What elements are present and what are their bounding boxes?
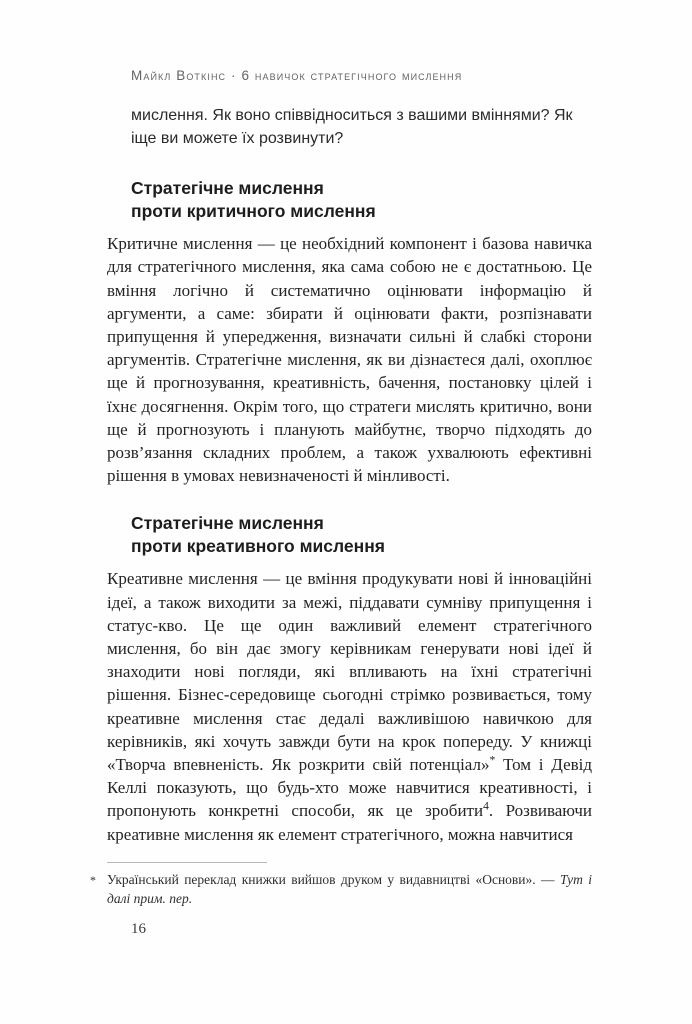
footnote-translator-note: Тут і далі прим. пер.	[107, 871, 593, 906]
heading-line-2: проти креативного мислення	[131, 536, 385, 557]
footnote-marker-superscript: *	[489, 753, 496, 767]
footnote-block	[90, 862, 593, 908]
page-number: 16	[131, 920, 146, 937]
section-heading-creative	[131, 512, 592, 558]
heading-line-1: Стратегічне мислення	[131, 513, 324, 534]
paragraph-text-part2: Том і Девід Келлі показують, що будь-хто може навчитися креативності, і пропонують конкретні способи, як це зробити	[107, 755, 593, 821]
running-header: Майкл Воткінс · 6 навичок стратегічного мислення	[131, 68, 463, 83]
heading-line-1: Стратегічне мислення	[131, 178, 324, 199]
footnote-divider	[107, 862, 267, 863]
heading-line-2: проти критичного мислення	[131, 201, 376, 222]
paragraph-text-part1: Креативне мислення — це вміння продукувати нові й інноваційні ідеї, а також виходити за межі, піддавати сумніву припущення і статус-кво. Це ще один важливий елемент стратегічного мислення, бо він дає змогу керівникам генерувати нові ідеї й знаходити нові погляди, які впливають на їхні стратегічні рішення. Бізнес-середовище сьогодні стрімко розвивається, тому креативне мислення стає дедалі важливішою навичкою для керівників, які хочуть завжди бути на крок попереду. У книжці «Творча впевненість. Як розкрити свій потенціал»	[107, 569, 592, 775]
footnote-text: Український переклад книжки вийшов друком у видавництві «Основи». —	[107, 871, 560, 887]
intro-paragraph: мислення. Як воно співвідноситься з вашими вміннями? Як іще ви можете їх розвинути?	[131, 107, 573, 148]
paragraph-creative-thinking	[107, 567, 592, 845]
paragraph-text-part3: . Розвиваючи креативне мислення як елемент стратегічного, можна навчитися	[107, 801, 592, 844]
section-heading-critical	[131, 177, 592, 223]
footnote	[90, 870, 593, 908]
endnote-marker-superscript: 4	[483, 799, 489, 813]
footnote-asterisk: *	[90, 872, 96, 887]
paragraph-critical-thinking: Критичне мислення — це необхідний компонент і базова навичка для стратегічного мислення, яка сама собою не є достатньою. Це вміння логічно й систематично оцінювати інформацію й аргументи, а саме: збирати й оцінювати факти, розпізнавати припущення й упередження, визначати сильні й слабкі сторони аргументів. Стратегічне мислення, як ви дізнаєтеся далі, охоплює ще й прогнозування, креативність, бачення, постановку цілей і їхнє досягнення. Окрім того, що стратеги мислять критично, вони ще й прогнозують і планують майбутнє, творчо підходять до розв’язання складних проблем, а також ухвалюють ефективні рішення в умовах невизначеності й мінливості.	[107, 234, 592, 486]
